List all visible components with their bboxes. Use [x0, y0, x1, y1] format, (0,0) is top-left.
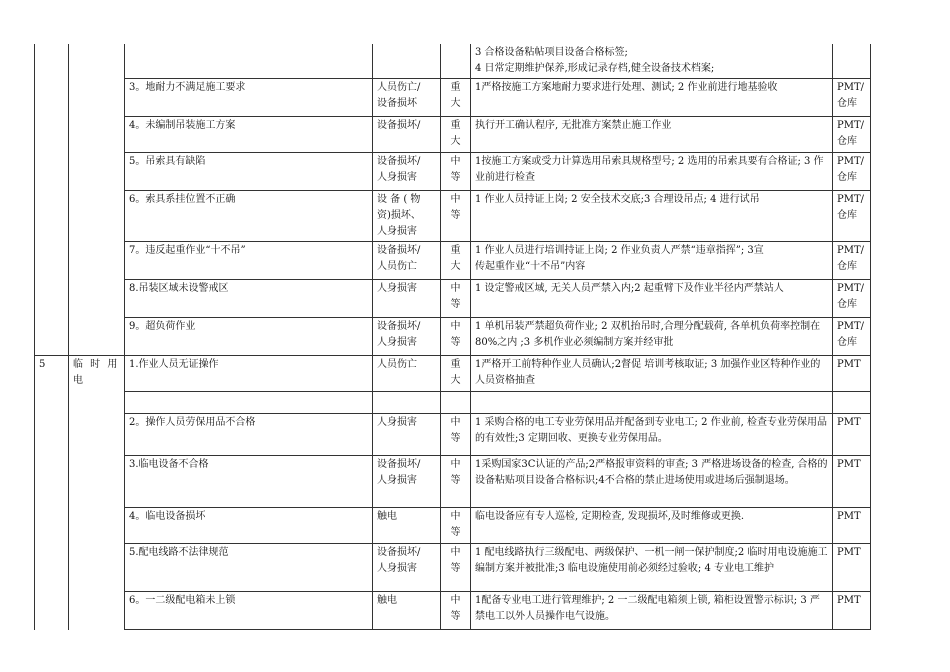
table-row	[35, 44, 871, 79]
row-number-cell	[35, 79, 69, 117]
category-cell	[69, 280, 125, 318]
responsible-party-cell: PMT/仓库	[833, 242, 871, 280]
consequence-cell: 设 备 ( 物 资)损坏、 人身损害	[373, 191, 441, 242]
responsible-party-cell: PMT	[833, 456, 871, 508]
responsible-party-cell: PMT	[833, 356, 871, 392]
risk-level-cell: 中 等	[441, 592, 471, 630]
consequence-cell	[373, 44, 441, 79]
hazard-cell: 4。未编制吊装施工方案	[125, 117, 373, 153]
table-row	[35, 592, 871, 630]
risk-level-cell: 中 等	[441, 456, 471, 508]
hazard-cell: 5。吊索具有缺陷	[125, 153, 373, 191]
consequence-cell: 设备损坏/ 人身损害	[373, 456, 441, 508]
control-measures-cell: 执行开工确认程序, 无批准方案禁止施工作业	[471, 117, 833, 153]
control-measures-cell: 1严格开工前特种作业人员确认;2督促 培训考核取证; 3 加强作业区特种作业的人员资格抽查	[471, 356, 833, 392]
risk-level-cell	[441, 392, 471, 414]
risk-level-cell: 重 大	[441, 242, 471, 280]
row-number-cell: 5	[35, 356, 69, 392]
consequence-cell: 设备损坏/ 人身损害	[373, 544, 441, 592]
responsible-party-cell: PMT/仓库	[833, 280, 871, 318]
consequence-cell: 人身损害	[373, 414, 441, 456]
table-row	[35, 117, 871, 153]
category-cell	[69, 117, 125, 153]
consequence-cell: 人员伤亡	[373, 356, 441, 392]
table-row	[35, 79, 871, 117]
control-measures-cell: 1采购国家3C认证的产品;2严格报审资料的审查; 3 严格进场设备的检查, 合格的设备粘贴项目设备合格标识;4不合格的禁止进场使用或进场后强制退场。	[471, 456, 833, 508]
table-row	[35, 392, 871, 414]
control-measures-cell: 1 单机吊装严禁超负荷作业; 2 双机抬吊时,合理分配载荷, 各单机负荷率控制在 80%之内 ;3 多机作业必须编制方案并经审批	[471, 318, 833, 356]
row-number-cell	[35, 280, 69, 318]
category-cell	[69, 79, 125, 117]
row-number-cell	[35, 414, 69, 456]
table-row	[35, 191, 871, 242]
hazard-cell: 3.临电设备不合格	[125, 456, 373, 508]
control-measures-cell: 临电设备应有专人巡检, 定期检查, 发现损坏,及时维修或更换.	[471, 508, 833, 544]
responsible-party-cell: PMT/仓库	[833, 191, 871, 242]
hazard-cell: 1.作业人员无证操作	[125, 356, 373, 392]
consequence-cell: 人身损害	[373, 280, 441, 318]
consequence-cell	[373, 392, 441, 414]
row-number-cell	[35, 153, 69, 191]
responsible-party-cell: PMT/仓库	[833, 79, 871, 117]
category-cell	[69, 508, 125, 544]
category-cell	[69, 44, 125, 79]
risk-level-cell: 中 等	[441, 318, 471, 356]
category-cell	[69, 153, 125, 191]
control-measures-cell: 1按施工方案或受力计算选用吊索具规格型号; 2 选用的吊索具要有合格证; 3 作业前进行检查	[471, 153, 833, 191]
consequence-cell: 设备损坏/	[373, 117, 441, 153]
risk-level-cell: 中 等	[441, 280, 471, 318]
table-row	[35, 356, 871, 392]
consequence-cell: 触电	[373, 508, 441, 544]
consequence-cell: 触电	[373, 592, 441, 630]
risk-level-cell: 中 等	[441, 191, 471, 242]
row-number-cell	[35, 318, 69, 356]
row-number-cell	[35, 242, 69, 280]
risk-table-sheet	[34, 44, 871, 630]
responsible-party-cell: PMT/仓库	[833, 318, 871, 356]
row-number-cell	[35, 508, 69, 544]
risk-table	[34, 44, 871, 630]
category-cell: 临 时 用 电	[69, 356, 125, 392]
row-number-cell	[35, 544, 69, 592]
risk-table-body	[35, 44, 871, 630]
control-measures-cell: 1 设定警戒区域, 无关人员严禁入内;2 起重臂下及作业半径内严禁站人	[471, 280, 833, 318]
row-number-cell	[35, 191, 69, 242]
responsible-party-cell: PMT/仓库	[833, 153, 871, 191]
hazard-cell: 9。超负荷作业	[125, 318, 373, 356]
category-cell	[69, 456, 125, 508]
hazard-cell: 8.吊装区域未设警戒区	[125, 280, 373, 318]
table-row	[35, 153, 871, 191]
category-cell	[69, 392, 125, 414]
control-measures-cell: 3 合格设备粘帖项目设备合格标签; 4 日常定期维护保养,形成记录存档,健全设备技术档案;	[471, 44, 833, 79]
consequence-cell: 设备损坏/ 人身损害	[373, 318, 441, 356]
hazard-cell: 2。操作人员劳保用品不合格	[125, 414, 373, 456]
table-row	[35, 242, 871, 280]
category-cell	[69, 242, 125, 280]
risk-level-cell: 中 等	[441, 414, 471, 456]
table-row	[35, 456, 871, 508]
row-number-cell	[35, 392, 69, 414]
row-number-cell	[35, 456, 69, 508]
risk-level-cell: 中 等	[441, 508, 471, 544]
risk-level-cell: 中 等	[441, 544, 471, 592]
hazard-cell: 7。违反起重作业“十不吊”	[125, 242, 373, 280]
control-measures-cell: 1 作业人员进行培训持证上岗; 2 作业负责人严禁“违章指挥”; 3宣 传起重作业“十不吊”内容	[471, 242, 833, 280]
responsible-party-cell: PMT/仓库	[833, 117, 871, 153]
responsible-party-cell	[833, 392, 871, 414]
risk-level-cell: 重 大	[441, 79, 471, 117]
consequence-cell: 设备损坏/ 人身损害	[373, 153, 441, 191]
risk-level-cell: 重 大	[441, 356, 471, 392]
hazard-cell: 4。临电设备损坏	[125, 508, 373, 544]
control-measures-cell: 1配备专业电工进行管理维护; 2 一二级配电箱须上锁, 箱柜设置警示标识; 3 严禁电工以外人员操作电气设施。	[471, 592, 833, 630]
table-row	[35, 508, 871, 544]
table-row	[35, 414, 871, 456]
control-measures-cell	[471, 392, 833, 414]
control-measures-cell: 1 配电线路执行三级配电、两级保护、一机一闸一保护制度;2 临时用电设施施工编制方案并被批准;3 临电设施使用前必须经过验收; 4 专业电工维护	[471, 544, 833, 592]
hazard-cell: 6。索具系挂位置不正确	[125, 191, 373, 242]
responsible-party-cell	[833, 44, 871, 79]
table-row	[35, 544, 871, 592]
table-row	[35, 280, 871, 318]
consequence-cell: 设备损坏/ 人员伤亡	[373, 242, 441, 280]
consequence-cell: 人员伤亡/ 设备损坏	[373, 79, 441, 117]
hazard-cell	[125, 392, 373, 414]
category-cell	[69, 414, 125, 456]
responsible-party-cell: PMT	[833, 508, 871, 544]
hazard-cell	[125, 44, 373, 79]
hazard-cell: 3。地耐力不满足施工要求	[125, 79, 373, 117]
category-cell	[69, 592, 125, 630]
row-number-cell	[35, 44, 69, 79]
control-measures-cell: 1严格按施工方案地耐力要求进行处理、测试; 2 作业前进行地基验收	[471, 79, 833, 117]
row-number-cell	[35, 117, 69, 153]
row-number-cell	[35, 592, 69, 630]
left-border-tick	[34, 624, 35, 630]
risk-level-cell: 中 等	[441, 153, 471, 191]
table-row	[35, 318, 871, 356]
category-cell	[69, 544, 125, 592]
control-measures-cell: 1 采购合格的电工专业劳保用品并配备到专业电工; 2 作业前, 检查专业劳保用品的有效性;3 定期回收、更换专业劳保用品。	[471, 414, 833, 456]
category-cell	[69, 318, 125, 356]
risk-level-cell	[441, 44, 471, 79]
risk-level-cell: 重 大	[441, 117, 471, 153]
responsible-party-cell: PMT	[833, 592, 871, 630]
responsible-party-cell: PMT	[833, 414, 871, 456]
hazard-cell: 5.配电线路不法律规范	[125, 544, 373, 592]
responsible-party-cell: PMT	[833, 544, 871, 592]
control-measures-cell: 1 作业人员持证上岗; 2 安全技术交底;3 合理设吊点; 4 进行试吊	[471, 191, 833, 242]
hazard-cell: 6。一二级配电箱未上锁	[125, 592, 373, 630]
category-cell	[69, 191, 125, 242]
